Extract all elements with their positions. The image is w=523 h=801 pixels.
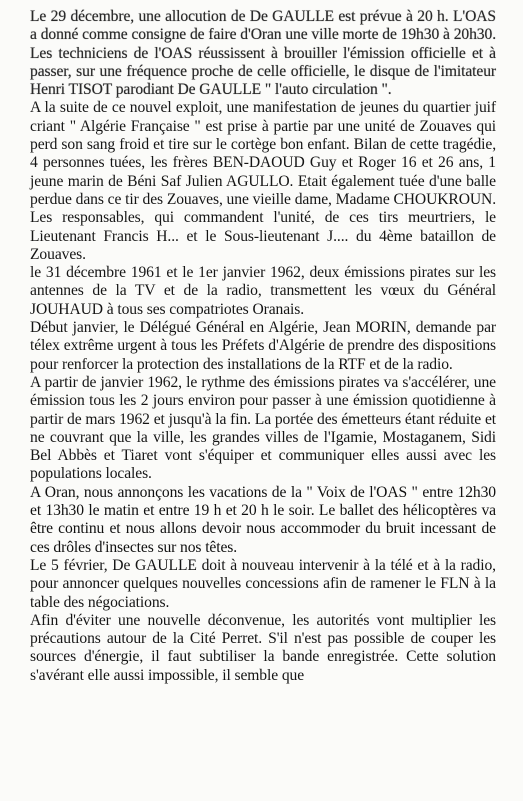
paragraph-rythme-emissions: A partir de janvier 1962, le rythme des émissions pirates va s'accélérer, une émission tous les 2 jours environ pour passer à une émission quotidienne à partir de mars 1962 et jusqu'à la fin. La portée des émetteurs étant réduite et ne couvrant que la ville, les grandes villes de l'Igamie, Mostaganem, Sidi Bel Abbès et Tiaret vont s'équiper et communiquer elles aussi avec les populations locales. <box>30 373 496 483</box>
paragraph-vacations-voix-oas: A Oran, nous annonçons les vacations de la " Voix de l'OAS " entre 12h30 et 13h30 le matin et entre 19 h et 20 h le soir. Le ballet des hélicoptères va être continu et nous allons devoir nous accommoder du bruit incessant de ces drôles d'insectes sur nos têtes. <box>30 483 496 556</box>
paragraph-de-gaulle-allocution: Le 29 décembre, une allocution de De GAULLE est prévue à 20 h. L'OAS a donné comme consigne de faire d'Oran une ville morte de 19h30 à 20h30. Les techniciens de l'OAS réussissent à brouiller l'émission officielle et à passer, sur une fréquence proche de celle officielle, le disque de l'imitateur Henri TISOT parodiant De GAULLE " l'auto circulation ". <box>30 8 496 99</box>
paragraph-delegue-general-morin: Début janvier, le Délégué Général en Algérie, Jean MORIN, demande par télex extrême urgent à tous les Préfets d'Algérie de prendre des dispositions pour renforcer la protection des installations de la RTF et de la radio. <box>30 319 496 373</box>
paragraph-manifestation-zouaves: A la suite de ce nouvel exploit, une manifestation de jeunes du quartier juif criant " Algérie Française " est prise à partie par une unité de Zouaves qui perd son sang froid et tire sur le cortège bon enfant. Bilan de cette tragédie, 4 personnes tuées, les frères BEN-DAOUD Guy et Roger 16 et 26 ans, 1 jeune marin de Béni Saf Julien AGULLO. Etait également tuée d'une balle perdue dans ce tir des Zouaves, une vieille dame, Madame CHOUKROUN. Les responsables, qui commandent l'unité, de ces tirs meurtriers, le Lieutenant Francis H... et le Sous-lieutenant J.... du 4ème bataillon de Zouaves. <box>30 99 496 263</box>
paragraph-cite-perret: Afin d'éviter une nouvelle déconvenue, les autorités vont multiplier les précautions autour de la Cité Perret. S'il n'est pas possible de couper les sources d'énergie, il faut subtiliser la bande enregistrée. Cette solution s'avérant elle aussi impossible, il semble que <box>30 611 496 684</box>
paragraph-5-fevrier: Le 5 février, De GAULLE doit à nouveau intervenir à la télé et à la radio, pour annoncer quelques nouvelles concessions afin de ramener le FLN à la table des négociations. <box>30 556 496 611</box>
paragraph-emissions-pirates-nouvel-an: le 31 décembre 1961 et le 1er janvier 1962, deux émissions pirates sur les antennes de la TV et de la radio, transmettent les vœux du Général JOUHAUD à tous ses compatriotes Oranais. <box>30 264 496 318</box>
document-body <box>30 8 496 685</box>
